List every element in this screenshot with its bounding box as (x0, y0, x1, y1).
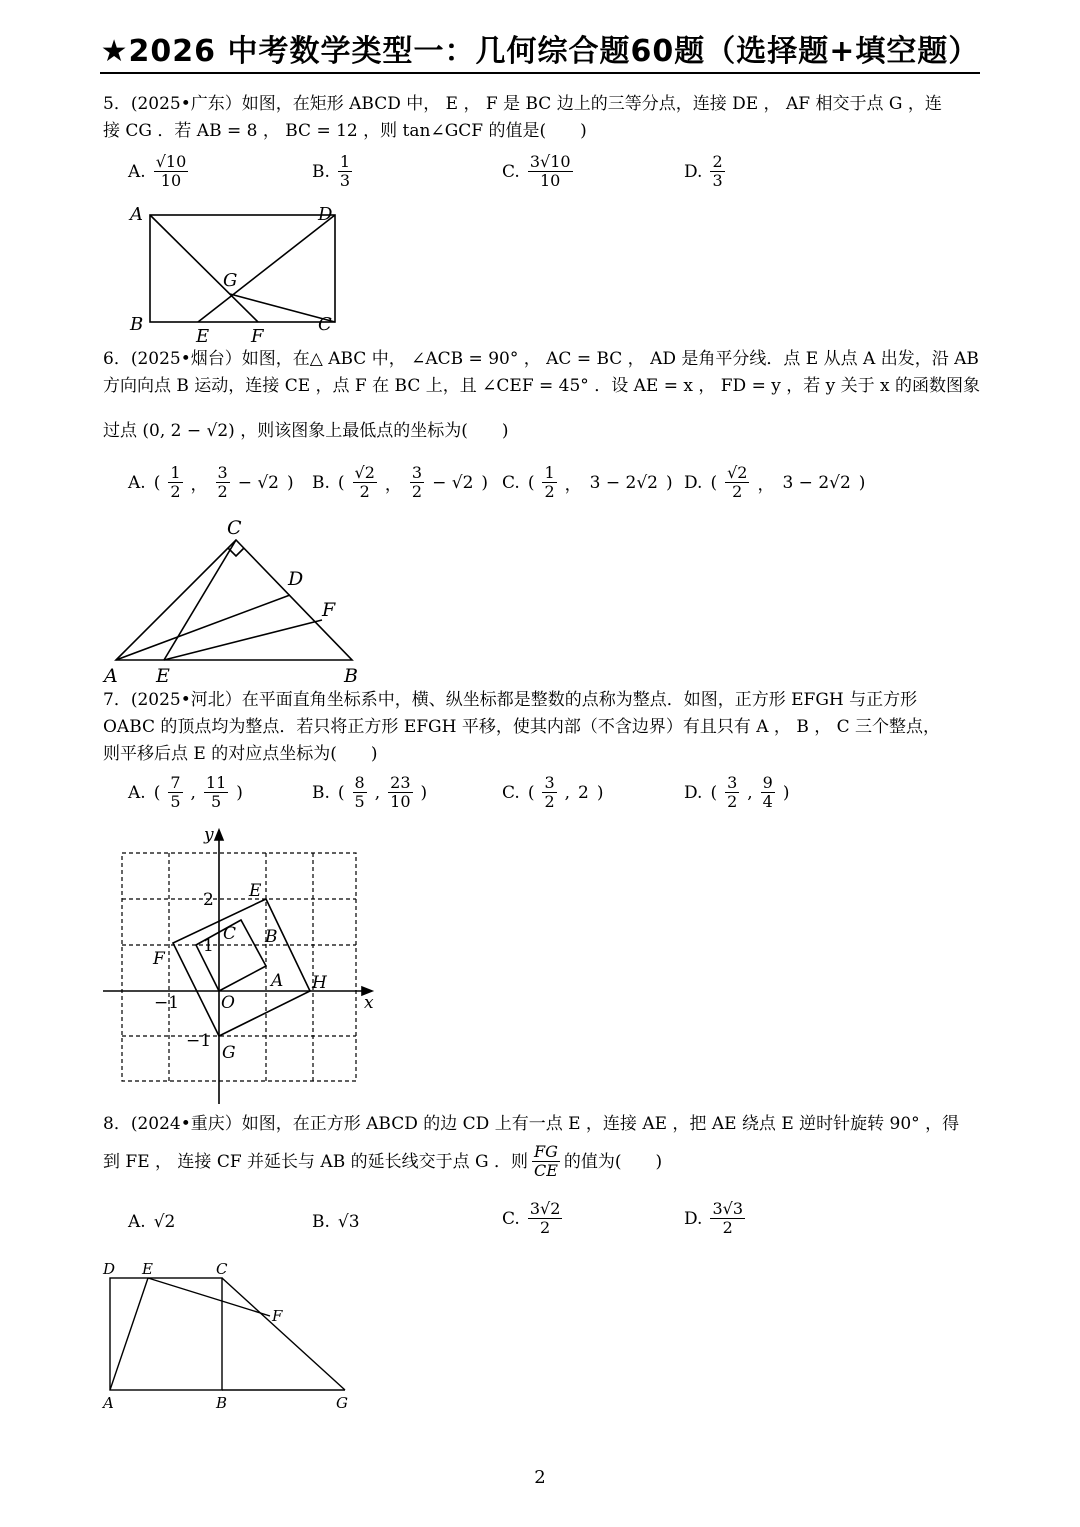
option-denominator: 4 (762, 792, 773, 811)
y-axis-label: y (204, 825, 214, 845)
option-numerator: 9 (762, 773, 773, 792)
point-label-e: E (156, 665, 170, 687)
q6-option-d: D. ( $\frac{√2}{2}$ ， 3 − 2√2 ) (684, 463, 866, 501)
point-label-c: C (223, 924, 237, 944)
point-label-d: D (318, 204, 333, 225)
option-denominator: 2 (727, 792, 738, 811)
q8-figure-square (100, 1258, 370, 1418)
option-label: D. (684, 472, 703, 493)
option-numerator: 2 (712, 152, 723, 171)
q5-option-c (502, 153, 573, 190)
option-denominator: 10 (390, 792, 411, 811)
option-numerator: 3 (727, 773, 738, 792)
option-denominator: 2 (732, 482, 743, 501)
option-label: C. (502, 1208, 520, 1229)
option-label: B. (312, 782, 330, 803)
q6-option-c: C. ( $\frac{1}{2}$ ， 3 − 2√2 ) (502, 463, 673, 501)
option-numerator: 3 (544, 773, 555, 792)
option-denominator: 3 (339, 171, 351, 190)
option-denominator: 2 (722, 1218, 733, 1237)
q5-option-d (684, 153, 725, 190)
q8-fraction-numerator: FG (534, 1142, 558, 1161)
option-denominator: 2 (217, 482, 228, 501)
option-numerator: 3√10 (529, 152, 571, 171)
option-value: √3 (337, 1212, 360, 1232)
q8-fraction-denominator: CE (534, 1161, 558, 1180)
segment-ae (110, 1278, 148, 1390)
q5-figure-rectangle (120, 200, 350, 350)
option-denominator: 5 (170, 792, 181, 811)
option-label: A. (128, 1212, 146, 1232)
q5-option-a (128, 153, 188, 190)
q6-text-line1: 6．(2025•烟台）如图，在△ ABC 中， ∠ACB = 90° ， AC = BC ， AD 是角平分线．点 E 从点 A 出发，沿 AB (103, 349, 979, 369)
page-header-title: ★2026 中考数学类型一：几何综合题60题（选择题+填空题） (100, 34, 980, 69)
q7-text-line2: OABC 的顶点均为整点．若只将正方形 EFGH 平移，使其内部（不含边界）有且只有 A ， B ， C 三个整点， (103, 717, 941, 737)
segment-de (198, 215, 335, 322)
point-label-g: G (222, 1043, 236, 1063)
segment-ef (164, 620, 322, 660)
x-axis-label: x (364, 993, 374, 1013)
option-label: D. (684, 1208, 703, 1229)
point-label-f: F (272, 1307, 283, 1325)
q7-option-d: D. ( $\frac{3}{2}$ , $\frac{9}{4}$ ) (684, 773, 790, 811)
option-denominator: 2 (544, 482, 555, 501)
point-label-e: E (142, 1260, 153, 1278)
square-abcd (110, 1278, 222, 1390)
tick-label-minus1-x: −1 (154, 993, 180, 1013)
q6-option-b: B. ( $\frac{√2}{2}$ ， $\frac{3}{2}$ − √2 ) (312, 463, 489, 501)
point-label-f: F (153, 949, 165, 969)
point-label-e: E (196, 326, 210, 347)
option-numerator: 3√2 (529, 1199, 561, 1218)
point-label-f: F (251, 326, 264, 347)
option-tail: 3 − 2√2 (782, 472, 851, 493)
header-divider (100, 72, 980, 74)
point-label-h: H (312, 973, 327, 993)
point-label-b: B (344, 665, 358, 687)
point-label-c: C (227, 517, 242, 539)
option-numerator: 8 (354, 773, 365, 792)
option-value: √2 (153, 1212, 176, 1232)
option-numerator: 1 (544, 463, 555, 482)
option-numerator: 7 (170, 773, 181, 792)
q8-option-d (684, 1200, 745, 1237)
option-numerator: 3√3 (712, 1199, 743, 1218)
option-tail: 3 − 2√2 (589, 472, 658, 493)
option-numerator: √2 (727, 463, 748, 482)
option-tail: − √2 (432, 472, 474, 493)
option-numerator: √2 (354, 463, 375, 482)
option-denominator: 2 (411, 482, 423, 501)
option-numerator: 11 (205, 773, 227, 792)
option-numerator: 23 (390, 773, 411, 792)
q7-text-line3: 则平移后点 E 的对应点坐标为( ) (103, 744, 378, 764)
option-label: A. (128, 472, 146, 493)
segment-af (150, 215, 258, 322)
option-denominator: 10 (540, 171, 561, 190)
q7-figure-coordinate-grid (100, 826, 390, 1106)
point-label-c: C (216, 1260, 228, 1278)
q8-option-b (312, 1212, 360, 1232)
option-denominator: 5 (211, 792, 222, 811)
point-label-a: A (130, 204, 143, 225)
option-label: D. (684, 161, 703, 182)
option-denominator: 5 (354, 792, 365, 811)
y-axis-arrow (215, 830, 223, 840)
option-denominator: 2 (170, 482, 181, 501)
point-label-d: D (103, 1260, 116, 1278)
option-y-value: 2 (578, 782, 589, 803)
option-label: A. (128, 161, 146, 182)
option-denominator: 2 (544, 792, 555, 811)
option-numerator: 1 (170, 463, 181, 482)
segment-ce (164, 540, 236, 660)
option-numerator: 3 (411, 463, 423, 482)
tick-label-minus1-y: −1 (186, 1031, 212, 1051)
q7-option-c: C. ( $\frac{3}{2}$ , 2 ) (502, 773, 604, 811)
segment-ef (148, 1278, 270, 1316)
option-label: C. (502, 782, 520, 803)
point-label-e: E (249, 881, 262, 901)
q5-text-line1: 5．(2025•广东）如图，在矩形 ABCD 中， E ， F 是 BC 边上的三等分点，连接 DE ， AF 相交于点 G ，连 (103, 94, 942, 114)
tick-label-2: 2 (203, 890, 214, 910)
point-label-c: C (318, 314, 332, 335)
q7-option-a: A. ( $\frac{7}{5}$ , $\frac{11}{5}$ ) (128, 773, 243, 811)
q5-option-b (312, 153, 352, 190)
point-label-b: B (130, 314, 144, 335)
point-label-g: G (336, 1394, 348, 1412)
option-denominator: 2 (359, 482, 370, 501)
page-number: 2 (534, 1467, 546, 1488)
option-label: A. (128, 782, 146, 803)
option-tail: − √2 (237, 472, 279, 493)
q7-text-line1: 7．(2025•河北）在平面直角坐标系中，横、纵坐标都是整数的点称为整点．如图，正方形 EFGH 与正方形 (103, 690, 918, 710)
tick-label-1: 1 (203, 936, 214, 956)
option-label: B. (312, 161, 330, 182)
q8-text-line1: 8．(2024•重庆）如图，在正方形 ABCD 的边 CD 上有一点 E ，连接 AE ，把 AE 绕点 E 逆时针旋转 90° ，得 (103, 1114, 960, 1134)
option-numerator: 1 (339, 152, 351, 171)
q6-text-line2: 方向向点 B 运动，连接 CE ，点 F 在 BC 上，且 ∠CEF = 45° ．设 AE = x ， FD = y ，若 y 关于 x 的函数图象 (103, 376, 981, 396)
option-denominator: 3 (712, 171, 723, 190)
point-label-a: A (103, 1394, 114, 1412)
q6-figure-triangle (100, 512, 380, 687)
q8-option-c (502, 1200, 562, 1237)
q8-option-a (128, 1212, 175, 1232)
option-numerator: √10 (155, 152, 187, 171)
point-label-a: A (271, 971, 284, 991)
point-label-b: B (216, 1394, 228, 1412)
option-label: B. (312, 472, 330, 493)
q8-text-line2 (103, 1143, 983, 1180)
option-label: B. (312, 1212, 330, 1232)
origin-label-o: O (221, 993, 235, 1013)
point-label-g: G (223, 270, 238, 291)
option-numerator: 3 (217, 463, 228, 482)
option-label: C. (502, 161, 520, 182)
option-label: C. (502, 472, 520, 493)
point-label-d: D (288, 568, 304, 590)
option-denominator: 10 (160, 171, 182, 190)
q8-text-line2-post: 的值为( ) (563, 1151, 663, 1172)
q5-text-line2: 接 CG ．若 AB = 8 ， BC = 12 ，则 tan∠GCF 的值是( ) (103, 121, 587, 141)
point-label-a: A (104, 665, 118, 687)
option-label: D. (684, 782, 703, 803)
point-label-f: F (322, 599, 336, 621)
option-denominator: 2 (540, 1218, 551, 1237)
q7-option-b: B. ( $\frac{8}{5}$ , $\frac{23}{10}$ ) (312, 773, 428, 811)
segment-cg (222, 1278, 345, 1390)
q6-option-a: A. ( $\frac{1}{2}$ ， $\frac{3}{2}$ − √2 ) (128, 463, 294, 501)
q6-text-line3: 过点 (0, 2 − √2) ，则该图象上最低点的坐标为( ) (103, 421, 509, 441)
point-label-b: B (265, 927, 278, 947)
q8-text-line2-pre: 到 FE ， 连接 CF 并延长与 AB 的延长线交于点 G ．则 (103, 1151, 528, 1172)
